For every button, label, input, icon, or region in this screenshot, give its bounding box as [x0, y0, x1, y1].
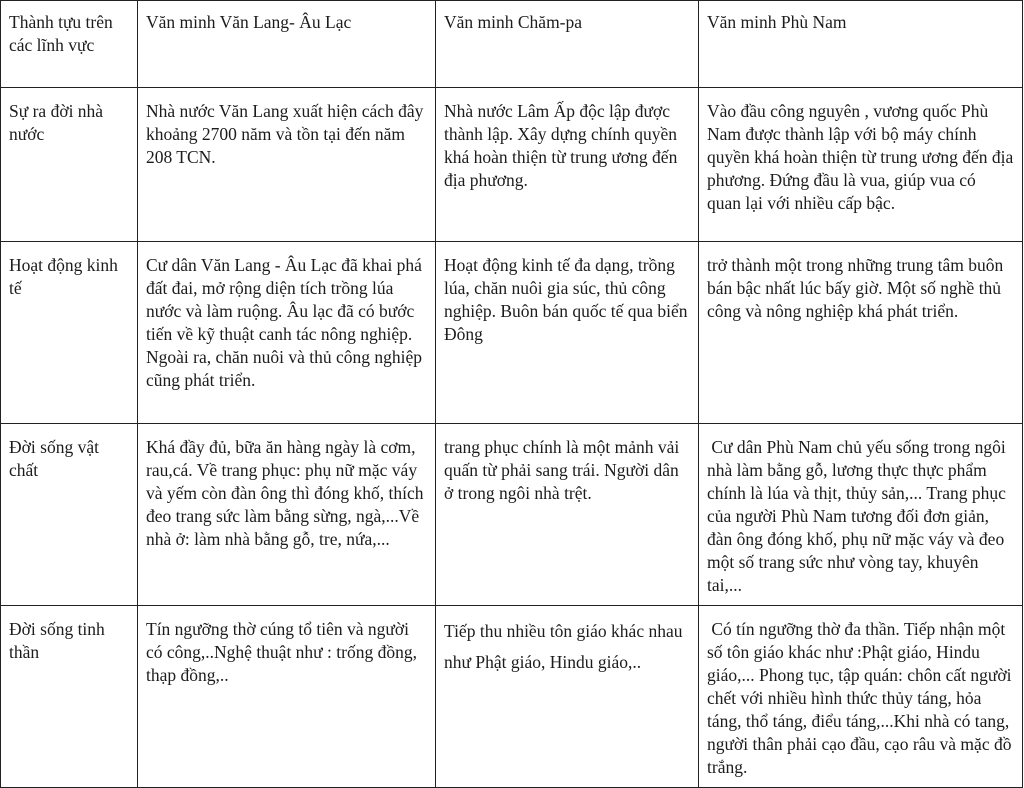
- header-row: [1, 1, 1023, 88]
- cell-van-lang-au-lac: Cư dân Văn Lang - Âu Lạc đã khai phá đất đai, mở rộng diện tích trồng lúa nước và làm ruộng. Âu lạc đã có bước tiến về kỹ thuật canh tác nông nghiệp. Ngoài ra, chăn nuôi và thủ công nghiệp cũng phát triển.: [138, 242, 436, 424]
- header-van-lang-au-lac: Văn minh Văn Lang- Âu Lạc: [138, 1, 436, 88]
- cell-van-lang-au-lac: Khá đầy đủ, bữa ăn hàng ngày là cơm, rau,cá. Về trang phục: phụ nữ mặc váy và yếm còn đàn ông thì đóng khố, thích đeo trang sức làm bằng sừng, ngà,...Về nhà ở: làm nhà bằng gỗ, tre, nứa,...: [138, 424, 436, 606]
- header-cham-pa: Văn minh Chăm-pa: [436, 1, 699, 88]
- cell-cham-pa: Tiếp thu nhiều tôn giáo khác nhau như Phật giáo, Hindu giáo,..: [436, 606, 699, 788]
- cell-van-lang-au-lac: Nhà nước Văn Lang xuất hiện cách đây khoảng 2700 năm và tồn tại đến năm 208 TCN.: [138, 88, 436, 242]
- cell-phu-nam: Vào đầu công nguyên , vương quốc Phù Nam được thành lập với bộ máy chính quyền khá hoàn thiện từ trung ương đến địa phương. Đứng đầu là vua, giúp vua có quan lại với nhiều cấp bậc.: [699, 88, 1023, 242]
- row-field-label: Hoạt động kinh tế: [1, 242, 138, 424]
- header-field: Thành tựu trên các lĩnh vực: [1, 1, 138, 88]
- row-field-label: Đời sống tinh thần: [1, 606, 138, 788]
- cell-cham-pa: Hoạt động kinh tế đa dạng, trồng lúa, chăn nuôi gia súc, thủ công nghiệp. Buôn bán quốc tế qua biển Đông: [436, 242, 699, 424]
- cell-phu-nam: Cư dân Phù Nam chủ yếu sống trong ngôi nhà làm bằng gỗ, lương thực thực phẩm chính là lúa và thịt, thủy sản,... Trang phục của người Phù Nam tương đối đơn giản, đàn ông đóng khố, phụ nữ mặc váy và đeo một số trang sức như vòng tay, khuyên tai,...: [699, 424, 1023, 606]
- table-row: [1, 606, 1023, 788]
- cell-phu-nam: Có tín ngưỡng thờ đa thần. Tiếp nhận một số tôn giáo khác như :Phật giáo, Hindu giáo,... Phong tục, tập quán: chôn cất người chết với nhiều hình thức thủy táng, hỏa táng, thổ táng, điểu táng,...Khi nhà có tang, người thân phải cạo đầu, cạo râu và mặc đồ trắng.: [699, 606, 1023, 788]
- cell-van-lang-au-lac: Tín ngưỡng thờ cúng tổ tiên và người có công,..Nghệ thuật như : trống đồng, thạp đồng,..: [138, 606, 436, 788]
- table-row: [1, 242, 1023, 424]
- row-field-label: Sự ra đời nhà nước: [1, 88, 138, 242]
- table-row: [1, 424, 1023, 606]
- cell-phu-nam: trở thành một trong những trung tâm buôn bán bậc nhất lúc bấy giờ. Một số nghề thủ công và nông nghiệp khá phát triển.: [699, 242, 1023, 424]
- cell-cham-pa: Nhà nước Lâm Ấp độc lập được thành lập. Xây dựng chính quyền khá hoàn thiện từ trung ương đến địa phương.: [436, 88, 699, 242]
- row-field-label: Đời sống vật chất: [1, 424, 138, 606]
- table-row: [1, 88, 1023, 242]
- cell-cham-pa: trang phục chính là một mảnh vải quấn từ phải sang trái. Người dân ở trong ngôi nhà trệt.: [436, 424, 699, 606]
- header-phu-nam: Văn minh Phù Nam: [699, 1, 1023, 88]
